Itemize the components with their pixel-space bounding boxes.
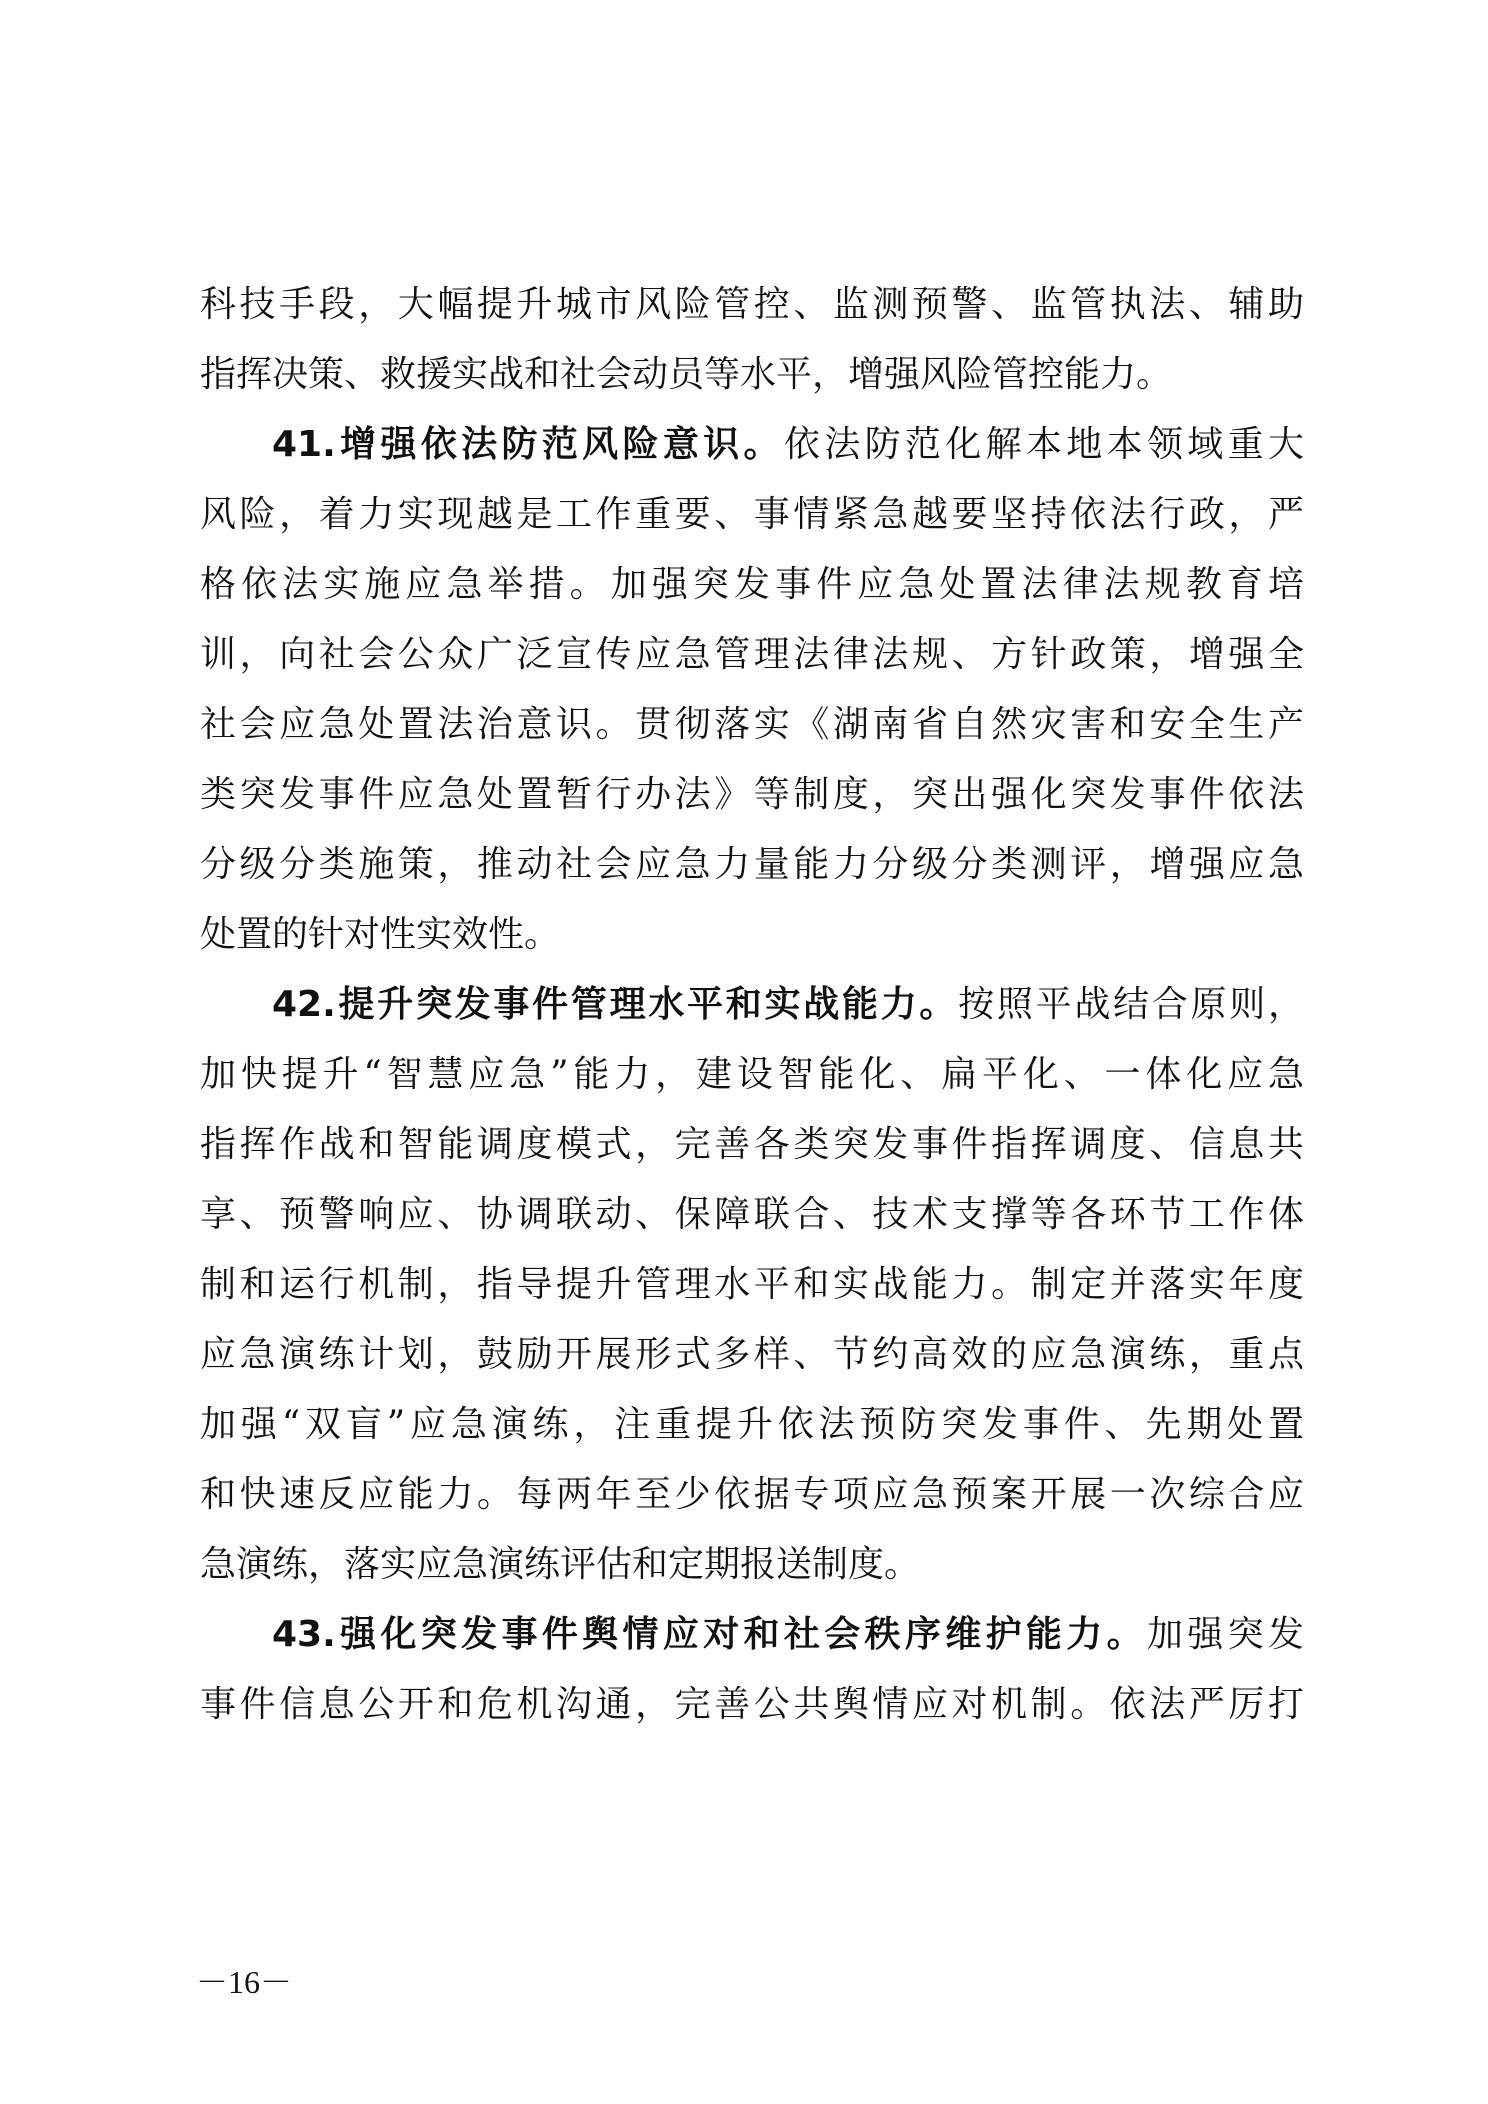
text-line [200, 830, 1304, 900]
text-line [200, 760, 1304, 830]
text-line [200, 1460, 1304, 1530]
text-line [200, 900, 1304, 970]
text-line [200, 690, 1304, 760]
line-text: 指挥决策、救援实战和社会动员等水平，增强风险管控能力。 [200, 354, 1173, 395]
section-heading: 41.增强依法防范风险意识。 [272, 424, 784, 465]
text-line [200, 1110, 1304, 1180]
body-text [200, 270, 1304, 1740]
line-text: 加强“双盲”应急演练，注重提升依法预防突发事件、先期处置 [200, 1404, 1304, 1445]
section-heading: 43.强化突发事件舆情应对和社会秩序维护能力。 [272, 1614, 1147, 1655]
text-line [200, 270, 1304, 340]
line-text: 加强突发 [1146, 1614, 1304, 1655]
text-line [200, 1180, 1304, 1250]
line-text: 和快速反应能力。每两年至少依据专项应急预案开展一次综合应 [200, 1474, 1304, 1515]
text-line [200, 410, 1304, 480]
line-text: 风险，着力实现越是工作重要、事情紧急越要坚持依法行政，严 [200, 494, 1304, 535]
text-line [200, 970, 1304, 1040]
text-line [200, 1320, 1304, 1390]
line-text: 依法防范化解本地本领域重大 [783, 424, 1304, 465]
line-text: 事件信息公开和危机沟通，完善公共舆情应对机制。依法严厉打 [200, 1684, 1304, 1725]
text-line [200, 620, 1304, 690]
text-line [200, 1530, 1304, 1600]
line-text: 急演练，落实应急演练评估和定期报送制度。 [200, 1544, 921, 1585]
line-text: 训，向社会公众广泛宣传应急管理法律法规、方针政策，增强全 [200, 634, 1304, 675]
text-line [200, 550, 1304, 620]
line-text: 处置的针对性实效性。 [200, 914, 561, 955]
line-text: 制和运行机制，指导提升管理水平和实战能力。制定并落实年度 [200, 1264, 1304, 1305]
line-text: 应急演练计划，鼓励开展形式多样、节约高效的应急演练，重点 [200, 1334, 1304, 1375]
line-text: 科技手段，大幅提升城市风险管控、监测预警、监管执法、辅助 [200, 284, 1304, 325]
text-line [200, 1600, 1304, 1670]
text-line [200, 1250, 1304, 1320]
line-text: 类突发事件应急处置暂行办法》等制度，突出强化突发事件依法 [200, 774, 1304, 815]
section-heading: 42.提升突发事件管理水平和实战能力。 [272, 984, 959, 1025]
text-line [200, 480, 1304, 550]
line-text: 社会应急处置法治意识。贯彻落实《湖南省自然灾害和安全生产 [200, 704, 1304, 745]
text-line [200, 1670, 1304, 1740]
line-text: 享、预警响应、协调联动、保障联合、技术支撑等各环节工作体 [200, 1194, 1304, 1235]
line-text: 按照平战结合原则， [958, 984, 1304, 1025]
line-text: 加快提升“智慧应急”能力，建设智能化、扁平化、一体化应急 [200, 1054, 1304, 1095]
text-line [200, 340, 1304, 410]
text-line [200, 1040, 1304, 1110]
page-number: －16－ [196, 1964, 293, 2000]
line-text: 分级分类施策，推动社会应急力量能力分级分类测评，增强应急 [200, 844, 1304, 885]
line-text: 指挥作战和智能调度模式，完善各类突发事件指挥调度、信息共 [200, 1124, 1304, 1165]
text-line [200, 1390, 1304, 1460]
line-text: 格依法实施应急举措。加强突发事件应急处置法律法规教育培 [200, 564, 1304, 605]
